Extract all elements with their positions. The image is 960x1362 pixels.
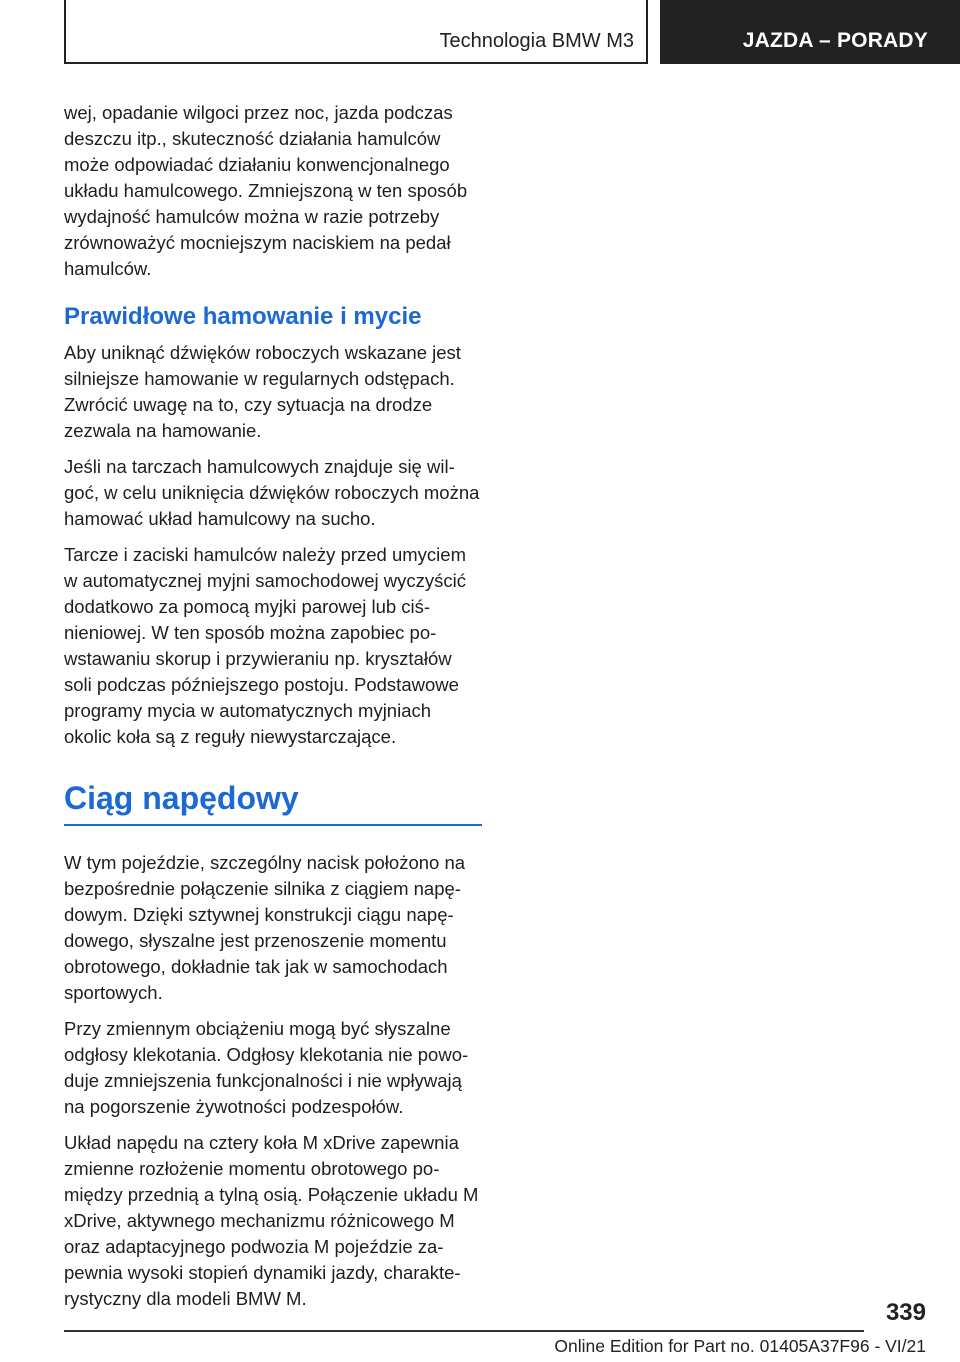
braking-paragraph-2: Jeśli na tarczach hamulcowych znajduje się wilgoć, w celu uniknięcia dźwięków roboczych można hamować układ hamulcowy na sucho. — [64, 456, 480, 529]
footer-divider — [64, 1330, 864, 1332]
drivetrain-paragraph-2: Przy zmiennym obciążeniu mogą być słyszalne odgłosy klekotania. Odgłosy klekotania nie powoduje zmniejszenia funkcjonalności i nie wpływają na pogorszenie żywotności podzespołów. — [64, 1018, 469, 1117]
braking-paragraph-3: Tarcze i zaciski hamulców należy przed umyciem w automatycznej myjni samochodowej wyczyścić dodatkowo za pomocą myjki parowej lub ciśnieniowej. W ten sposób można zapobiec powstawaniu skorup i przywieraniu np. kryształów soli podczas późniejszego postoju. Podstawowe programy mycia w automatycznych myjniach okolic koła są z reguły niewystarczające. — [64, 544, 466, 747]
subheading-braking: Prawidłowe hamowanie i mycie — [64, 303, 422, 330]
header-section-box — [660, 0, 960, 64]
section-heading-drivetrain: Ciąg napędowy — [64, 778, 482, 826]
drivetrain-paragraph-1: W tym pojeździe, szczególny nacisk położono na bezpośrednie połączenie silnika z ciągiem napędowym. Dzięki sztywnej konstrukcji ciągu napędowego, słyszalne jest przenoszenie momentu obrotowego, dokładnie tak jak w samochodach sportowych. — [64, 852, 466, 1003]
header-title: Technologia BMW M3 — [439, 30, 634, 52]
braking-paragraph-1: Aby uniknąć dźwięków roboczych wskazane jest silniejsze hamowanie w regularnych odstępach. Zwrócić uwagę na to, czy sytuacja na drodze zezwala na hamowanie. — [64, 342, 461, 441]
header-section-label: JAZDA – PORADY — [742, 29, 928, 52]
footer-edition: Online Edition for Part no. 01405A37F96 - VI/21 — [554, 1336, 926, 1356]
intro-paragraph: wej, opadanie wilgoci przez noc, jazda podczas deszczu itp., skuteczność działania hamulców może odpowiadać działaniu konwencjonalnego układu hamulcowego. Zmniejszoną w ten sposób wydajność hamulców można w razie potrzeby zrównoważyć mocniejszym naciskiem na pedał hamulców. — [64, 102, 468, 279]
main-content — [64, 100, 482, 1322]
header-title-box — [64, 0, 648, 64]
page-number: 339 — [885, 1299, 926, 1326]
drivetrain-paragraph-3: Układ napędu na cztery koła M xDrive zapewnia zmienne rozłożenie momentu obrotowego pomiędzy przednią a tylną osią. Połączenie układu M xDrive, aktywnego mechanizmu różnicowego M oraz adaptacyjnego podwozia M pojeździe zapewnia wysoki stopień dynamiki jazdy, charakterystyczny dla modeli BMW M. — [64, 1132, 479, 1309]
